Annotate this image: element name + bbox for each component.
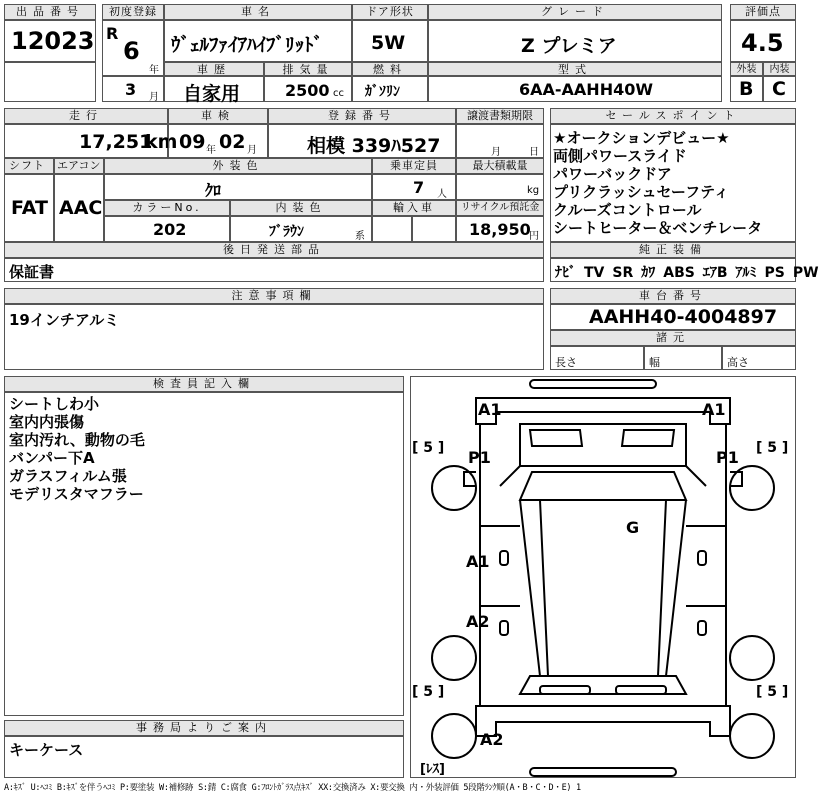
chassis-number: AAHH40-4004897 <box>589 306 778 328</box>
later-parts: 保証書 <box>9 263 55 281</box>
inspection-month: 02 <box>219 131 246 153</box>
interior-color-unit: 系 <box>355 231 365 242</box>
fuel: ｶﾞｿﾘﾝ <box>365 84 400 100</box>
sales-point: ★オークションデビュー★ <box>553 129 730 147</box>
length-label: 長さ <box>555 356 577 369</box>
shift: FAT <box>11 197 48 219</box>
mileage-unit: km <box>145 131 178 153</box>
damage-mark: A1 <box>702 400 726 419</box>
fuel-header: 燃料 <box>352 62 428 76</box>
interior-color-cell <box>230 216 372 242</box>
equipment-item: PW <box>792 265 819 281</box>
sales-point: パワーバックドア <box>553 165 672 183</box>
blank-cell <box>4 62 96 102</box>
shift-cell <box>4 174 54 242</box>
equipment-item: ﾅﾋﾞ <box>555 265 576 281</box>
height-label: 高さ <box>727 356 749 369</box>
office-notice-text: キーケース <box>9 741 84 759</box>
shift-header: シフト <box>4 158 54 174</box>
inspector-header: 検査員記入欄 <box>4 376 404 392</box>
era: R <box>106 24 119 43</box>
registration-year: 6 <box>123 37 140 65</box>
later-parts-header: 後日発送部品 <box>4 242 544 258</box>
lot-number: 12023 <box>11 27 95 55</box>
wheel-spare-left <box>432 714 476 758</box>
roof <box>540 500 666 676</box>
equipment-list <box>550 258 819 282</box>
inspection-month-unit: 月 <box>247 145 257 156</box>
import-cell-2 <box>412 216 456 242</box>
office-notice-cell <box>4 736 404 778</box>
damage-mark: A1 <box>478 400 502 419</box>
tire-tread-mark: [ 5 ] <box>412 684 445 700</box>
door-handle-left-front <box>500 551 508 565</box>
history-header: 車歴 <box>164 62 264 76</box>
spare-tire-mark: [ﾚｽ] <box>420 762 445 777</box>
width-label: 幅 <box>649 356 660 369</box>
model-header: 型式 <box>428 62 722 76</box>
rear-body <box>476 706 730 736</box>
fuel-cell <box>352 76 428 102</box>
chassis-header: 車台番号 <box>550 288 796 304</box>
inspection-cell <box>168 124 268 158</box>
lot-number-cell <box>4 20 96 62</box>
damage-mark: A2 <box>480 730 504 749</box>
history-cell <box>164 76 264 105</box>
interior-color: ﾌﾞﾗｳﾝ <box>269 224 304 240</box>
equipment-item: ｴｱB <box>702 265 728 281</box>
grade-header: グレード <box>428 4 722 20</box>
grade: Z プレミア <box>521 35 617 57</box>
car-name: ｳﾞｪﾙﾌｧｲｱﾊｲﾌﾞﾘｯﾄﾞ <box>171 34 324 56</box>
inspector-item: 室内内張傷 <box>9 413 85 431</box>
damage-mark: P1 <box>468 448 491 467</box>
inspection-header: 車検 <box>168 108 268 124</box>
recycle-cell <box>456 216 544 242</box>
front-bumper <box>530 380 656 388</box>
history: 自家用 <box>183 83 241 105</box>
score-cell <box>730 20 796 62</box>
later-parts-cell <box>4 258 544 282</box>
interior-grade: C <box>772 78 786 100</box>
tire-tread-mark: [ 5 ] <box>756 440 789 456</box>
first-registration-month-cell <box>102 76 164 102</box>
inspector-item: バンパー下A <box>9 449 95 467</box>
import-cell-1 <box>372 216 412 242</box>
door-handle-right-front <box>698 551 706 565</box>
notes-cell <box>4 304 544 370</box>
ac: AAC <box>59 197 103 219</box>
windshield <box>520 472 686 500</box>
tail-light-left <box>540 686 590 694</box>
equipment-header: 純正装備 <box>550 242 796 258</box>
equipment-item: ABS <box>663 265 695 281</box>
chassis-cell <box>550 304 796 330</box>
width-cell <box>644 346 722 370</box>
damage-mark: A2 <box>466 612 490 631</box>
transfer-month-unit: 月 <box>491 147 501 158</box>
sales-points-list <box>550 124 796 242</box>
score: 4.5 <box>741 29 784 57</box>
inspector-item: シートしわ小 <box>9 395 100 413</box>
car-name-header: 車名 <box>164 4 352 20</box>
model-code: 6AA-AAHH40W <box>519 80 653 99</box>
interior-color-header: 内装色 <box>230 200 372 216</box>
import-header: 輸入車 <box>372 200 456 216</box>
capacity: 7 <box>413 178 425 197</box>
sales-point: プリクラッシュセーフティ <box>553 183 729 201</box>
equipment-item: TV <box>584 265 605 281</box>
color-header: 外装色 <box>104 158 372 174</box>
transfer-day-unit: 日 <box>529 147 539 158</box>
capacity-unit: 人 <box>437 189 447 200</box>
inspector-item: ガラスフィルム張 <box>9 467 127 485</box>
recycle-fee: 18,950 <box>469 220 531 239</box>
inspection-year-unit: 年 <box>206 145 216 156</box>
color-number-header: カラーNo. <box>104 200 230 216</box>
mileage-cell <box>4 124 178 158</box>
equipment-item: ｶﾜ <box>641 265 656 281</box>
mileage-header: 走行 <box>4 108 168 124</box>
first-registration-year-cell <box>102 20 164 76</box>
plate-number: 相模 339ﾊ527 <box>307 135 441 157</box>
door-lines <box>480 526 726 606</box>
door-handle-left-rear <box>500 621 508 635</box>
doors-header: ドア形状 <box>352 4 428 20</box>
damage-legend: A:ｷｽﾞ U:ﾍｺﾐ B:ｷｽﾞを伴うﾍｺﾐ P:要塗装 W:補修跡 S:錆 C:腐食 G:ﾌﾛﾝﾄｶﾞﾗｽ点ｷｽﾞ XX:交換済み X:要交換 内・外装評価 5段階ﾗﾝｸ順(A・B・C・D・E) 1 <box>4 783 581 793</box>
notes-text: 19インチアルミ <box>9 311 120 329</box>
doors-cell <box>352 20 428 62</box>
registration-month: 3 <box>125 80 137 99</box>
wheel-rear-left <box>432 636 476 680</box>
sales-point: 両側パワースライド <box>553 147 687 165</box>
inspector-notes <box>4 392 404 716</box>
exterior-grade: B <box>739 78 754 100</box>
capacity-cell <box>372 174 456 200</box>
interior-grade-cell <box>763 76 796 102</box>
color-cell <box>104 174 372 200</box>
lot-number-header: 出品番号 <box>4 4 96 20</box>
sales-points-header: セールスポイント <box>550 108 796 124</box>
height-cell <box>722 346 796 370</box>
ac-cell <box>54 174 104 242</box>
color-number-cell <box>104 216 230 242</box>
max-load-cell <box>456 174 544 200</box>
displacement-unit: cc <box>333 88 344 99</box>
recycle-header: リサイクル預託金 <box>456 200 544 216</box>
door-handle-right-rear <box>698 621 706 635</box>
grade-cell <box>428 20 722 62</box>
exterior-grade-header: 外装 <box>730 62 763 76</box>
notes-header: 注意事項欄 <box>4 288 544 304</box>
first-registration-header: 初度登録 <box>102 4 164 20</box>
wheel-spare-right <box>730 714 774 758</box>
damage-mark: A1 <box>466 552 490 571</box>
color-number: 202 <box>153 220 187 239</box>
sales-point: シートヒーター＆ベンチレータ <box>553 219 763 237</box>
plate-header: 登録番号 <box>268 108 456 124</box>
ac-header: エアコン <box>54 158 104 174</box>
inspector-item: 室内汚れ、動物の毛 <box>9 431 145 449</box>
office-notice-header: 事務局よりご案内 <box>4 720 404 736</box>
car-name-cell <box>164 20 352 62</box>
tire-tread-mark: [ 5 ] <box>756 684 789 700</box>
tail-light-right <box>616 686 666 694</box>
damage-mark: G <box>626 518 640 537</box>
displacement: 2500 <box>285 81 330 100</box>
equipment-item: SR <box>612 265 634 281</box>
equipment-item: PS <box>764 265 785 281</box>
recycle-unit: 円 <box>529 231 539 242</box>
specs-header: 諸元 <box>550 330 796 346</box>
score-header: 評価点 <box>730 4 796 20</box>
displacement-cell <box>264 76 352 102</box>
color: ｸﾛ <box>205 181 222 200</box>
inspection-year: 09 <box>179 131 206 153</box>
length-cell <box>550 346 644 370</box>
plate-cell <box>268 124 456 158</box>
equipment-item: ｱﾙﾐ <box>735 265 757 281</box>
max-load-unit: kg <box>527 185 540 196</box>
headlights <box>530 430 674 446</box>
transfer-deadline-cell <box>456 124 544 158</box>
wheel-rear-right <box>730 636 774 680</box>
max-load-header: 最大積載量 <box>456 158 544 174</box>
car-diagram <box>410 376 796 778</box>
mileage: 17,251 <box>79 131 153 153</box>
tire-tread-mark: [ 5 ] <box>412 440 445 456</box>
rear-bumper <box>530 768 676 776</box>
transfer-deadline-header: 譲渡書類期限 <box>456 108 544 124</box>
sales-point: クルーズコントロール <box>553 201 702 219</box>
inspector-item: モデリスタマフラー <box>9 485 144 503</box>
front-body <box>476 398 730 424</box>
displacement-header: 排気量 <box>264 62 352 76</box>
doors: 5W <box>371 32 406 54</box>
year-unit: 年 <box>149 65 159 76</box>
exterior-grade-cell <box>730 76 763 102</box>
interior-grade-header: 内装 <box>763 62 796 76</box>
damage-mark: P1 <box>716 448 739 467</box>
capacity-header: 乗車定員 <box>372 158 456 174</box>
model-cell <box>428 76 722 102</box>
month-unit: 月 <box>149 92 159 103</box>
